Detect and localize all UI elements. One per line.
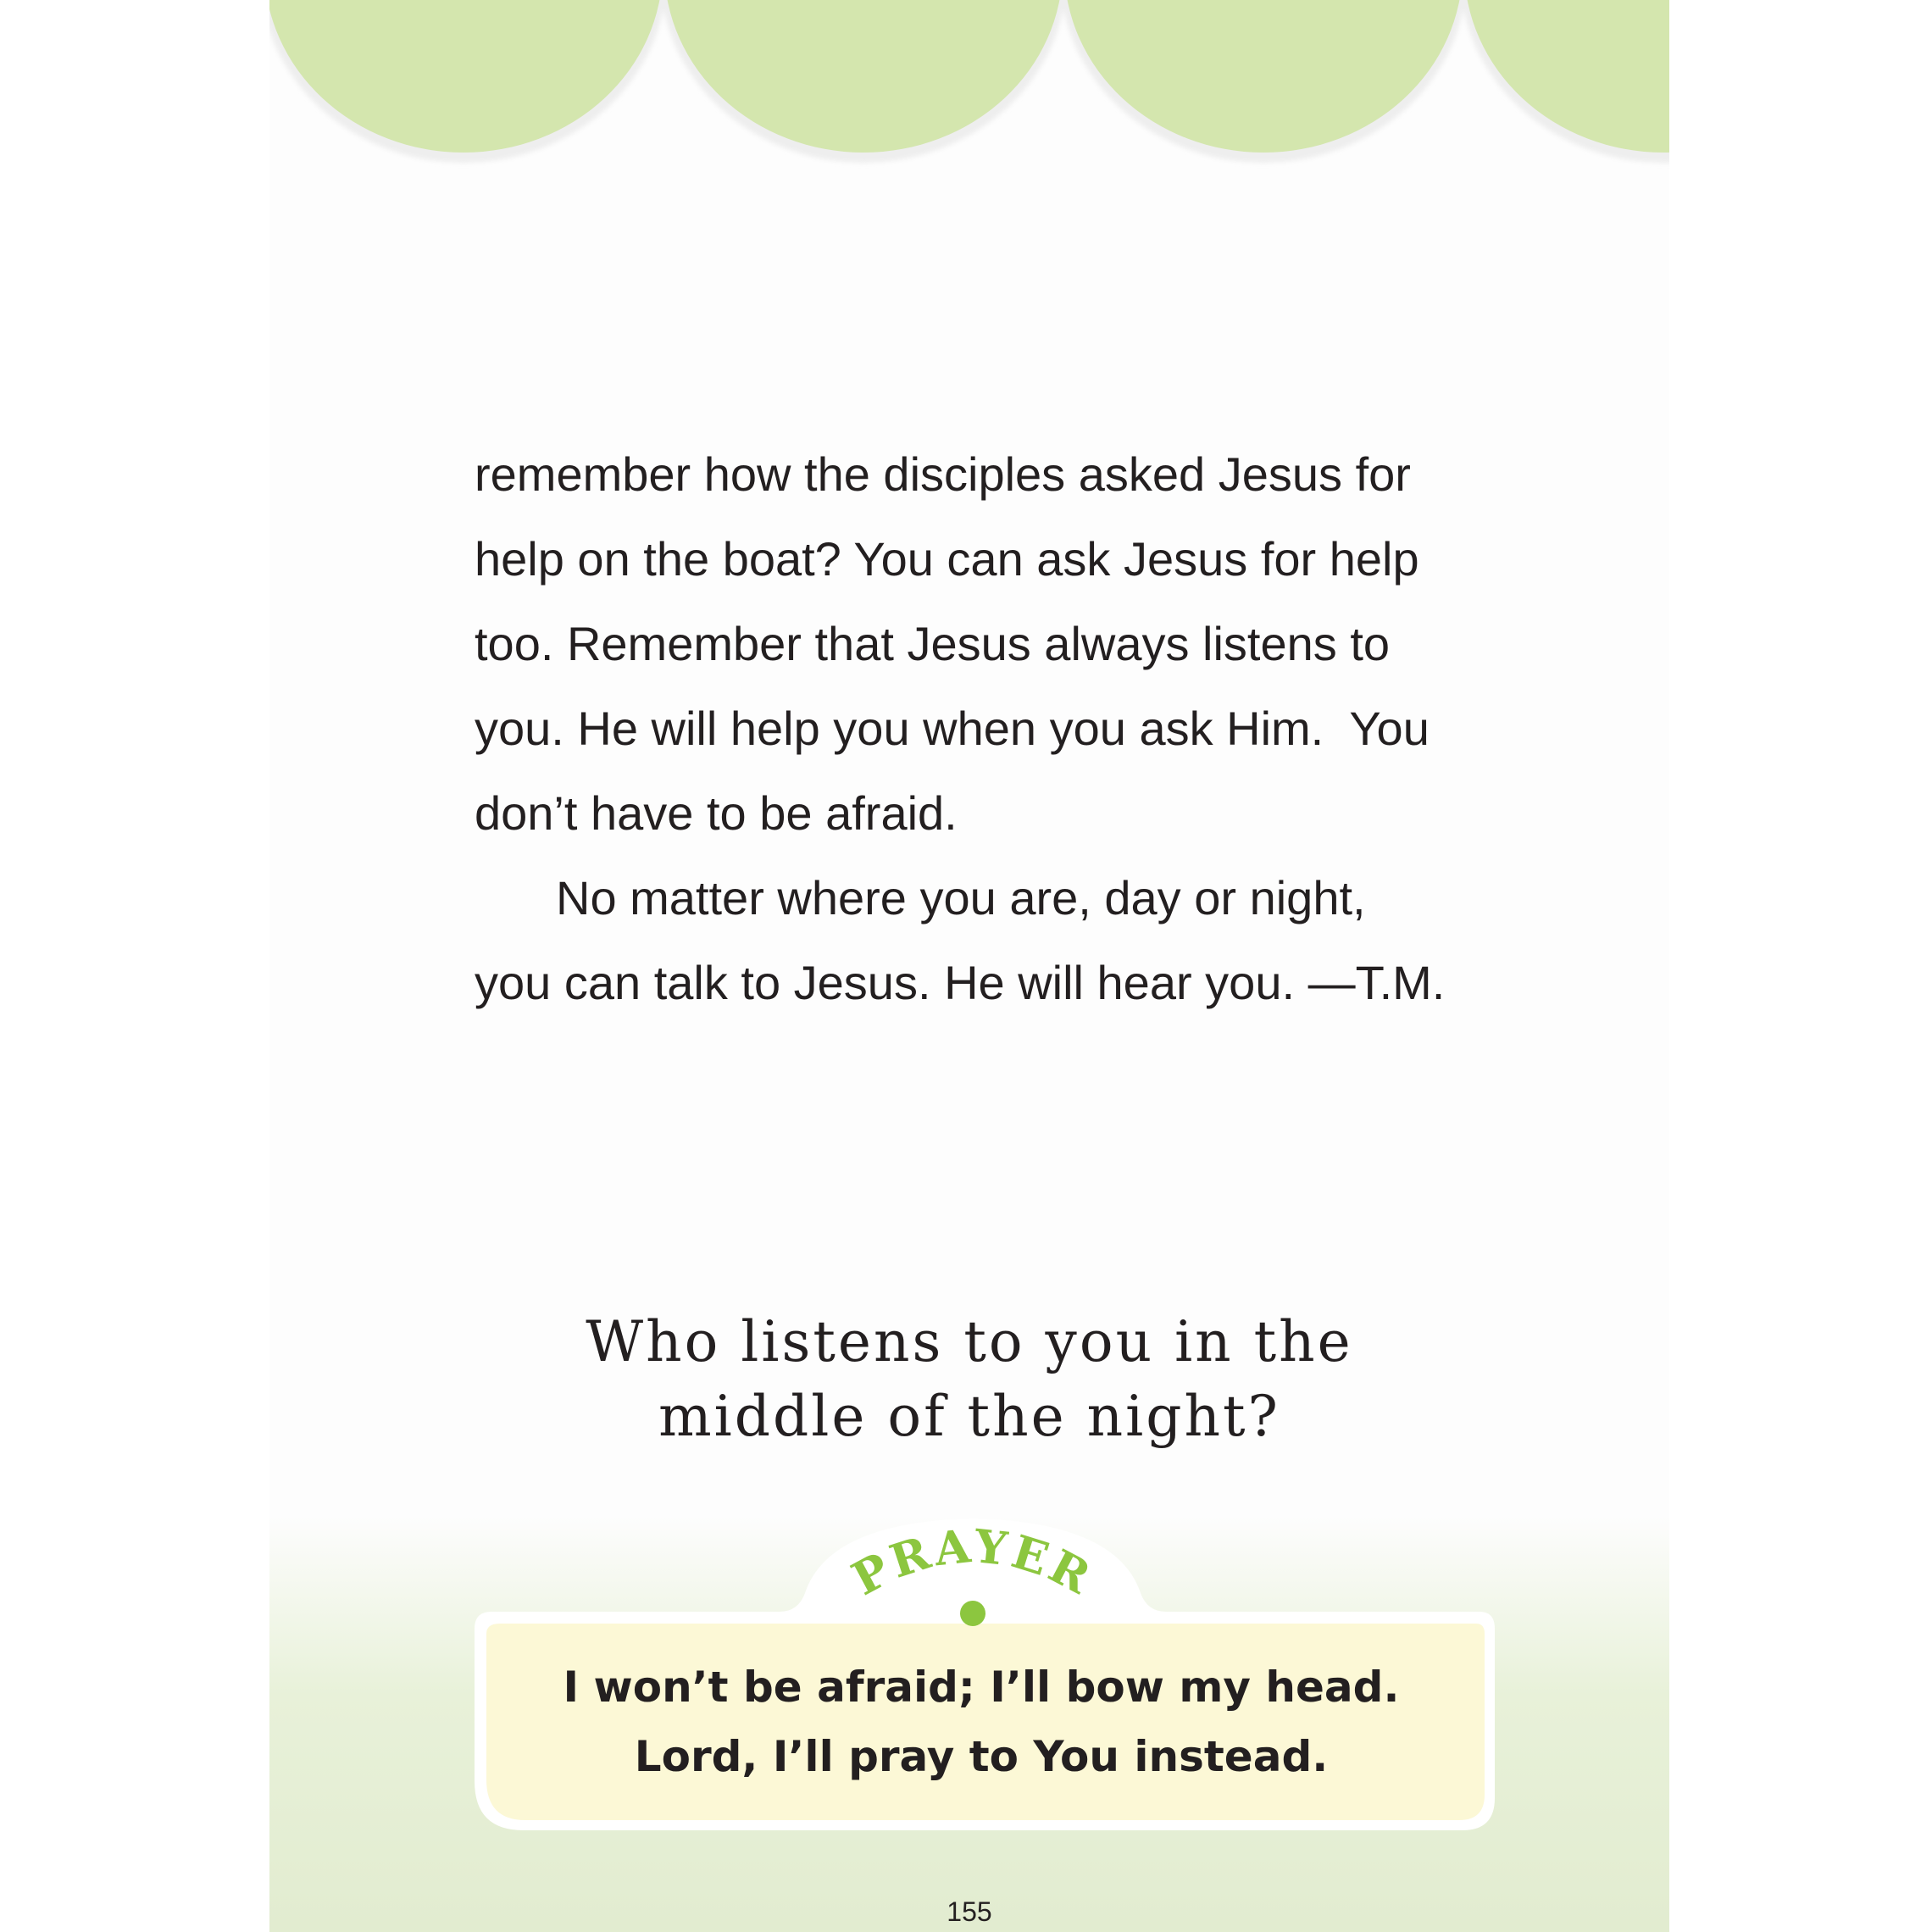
- prayer-label-text: PRAYER: [842, 1518, 1102, 1607]
- prayer-line-1: I won’t be afraid; I’ll bow my head.: [563, 1663, 1400, 1712]
- prayer-dot-icon: [960, 1601, 985, 1626]
- body-line-7: you can talk to Jesus. He will hear you. —T.M.: [475, 956, 1446, 1009]
- body-line-6: No matter where you are, day or night,: [556, 871, 1366, 924]
- prayer-text: [473, 1652, 1490, 1791]
- body-line-4: you. He will help you when you ask Him. You: [475, 702, 1430, 755]
- prayer-line-2: Lord, I’ll pray to You instead.: [634, 1732, 1329, 1781]
- question-line-2: middle of the night?: [658, 1384, 1280, 1449]
- body-line-2: help on the boat? You can ask Jesus for help: [475, 532, 1419, 586]
- page-number: 155: [947, 1896, 992, 1927]
- body-line-1: remember how the disciples asked Jesus for: [475, 447, 1411, 501]
- prayer-label: [269, 0, 1669, 1932]
- book-page: [269, 0, 1669, 1932]
- question-line-1: Who listens to you in the: [586, 1309, 1353, 1374]
- body-line-5: don’t have to be afraid.: [475, 786, 958, 840]
- body-line-3: too. Remember that Jesus always listens to: [475, 617, 1391, 670]
